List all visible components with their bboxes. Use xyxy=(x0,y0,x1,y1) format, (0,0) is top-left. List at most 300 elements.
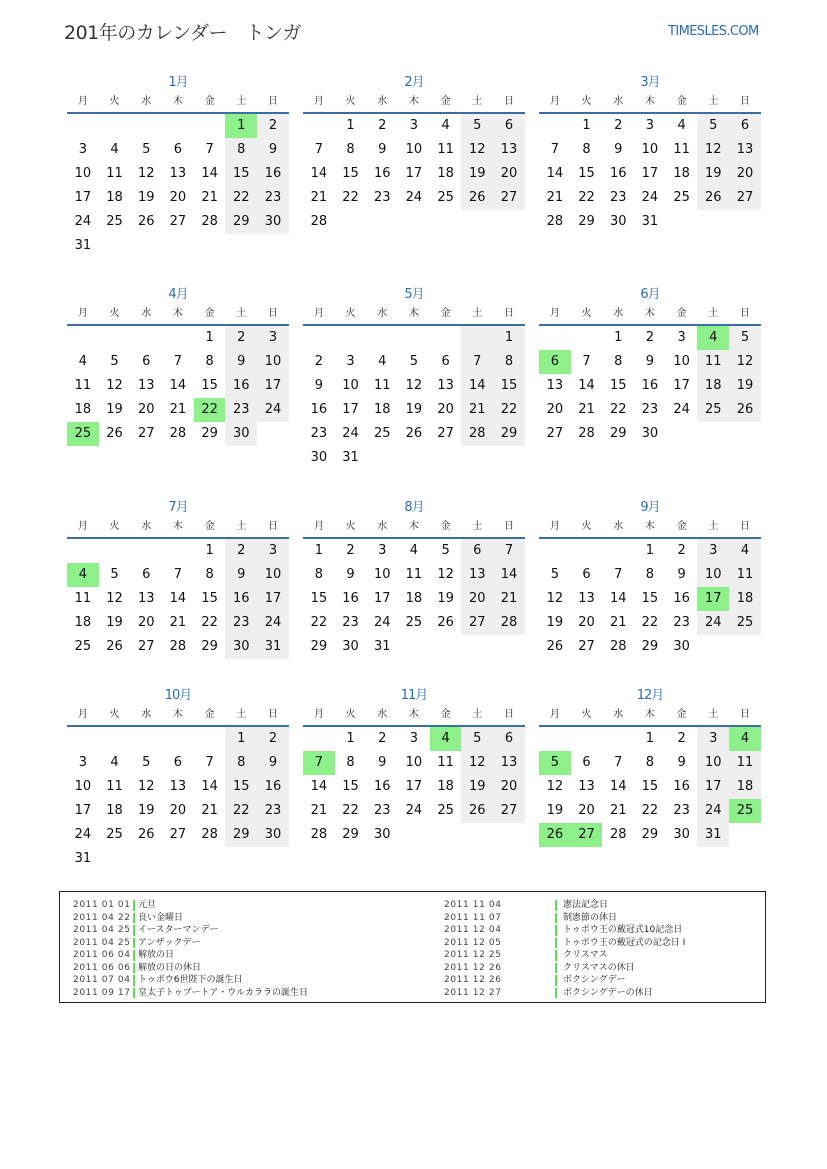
weekday-label: 月 xyxy=(77,709,88,720)
day-cell: 20 xyxy=(137,615,155,630)
weekday-label: 火 xyxy=(109,96,120,107)
holiday-name: 解放の日 xyxy=(138,950,175,960)
day-cell: 12 xyxy=(405,378,423,393)
day-cell: 19 xyxy=(697,162,729,186)
day-cell: 23 xyxy=(609,190,627,205)
day-cell: 31 xyxy=(342,450,359,465)
day-cell: 13 xyxy=(137,378,155,393)
holiday-name: トゥポウ6世陛下の誕生日 xyxy=(138,975,243,985)
day-cell: 4 xyxy=(729,539,761,563)
holiday-marker xyxy=(555,938,557,949)
day-cell: 27 xyxy=(571,823,603,847)
day-cell: 5 xyxy=(142,142,151,157)
day-cell: 7 xyxy=(550,142,559,157)
day-cell: 15 xyxy=(225,162,257,186)
day-cell: 17 xyxy=(641,166,659,181)
day-cell: 18 xyxy=(437,166,454,181)
holiday-date: 2011 04 25 xyxy=(73,925,131,935)
weekday-label: 土 xyxy=(236,521,247,532)
day-cell: 12 xyxy=(106,378,123,393)
day-cell: 4 xyxy=(409,543,419,558)
day-cell: 15 xyxy=(342,166,359,181)
day-cell: 12 xyxy=(546,779,564,794)
day-cell: 11 xyxy=(405,567,423,582)
holiday-marker xyxy=(133,913,135,924)
day-cell: 2 xyxy=(677,731,686,746)
day-cell: 9 xyxy=(314,378,323,393)
day-cell: 28 xyxy=(546,214,564,229)
day-cell: 23 xyxy=(225,398,257,422)
day-cell: 27 xyxy=(137,426,155,441)
weekday-label: 水 xyxy=(613,521,624,532)
day-cell: 13 xyxy=(493,751,525,775)
day-cell: 7 xyxy=(173,354,183,369)
day-cell: 23 xyxy=(310,426,328,441)
holiday-date: 2011 04 22 xyxy=(73,912,131,923)
day-cell: 3 xyxy=(257,539,289,563)
empty-cell xyxy=(162,539,194,563)
day-cell: 23 xyxy=(225,611,257,635)
empty-cell xyxy=(99,539,131,563)
weekday-header xyxy=(67,705,289,727)
weekday-label: 金 xyxy=(204,96,215,107)
day-cell: 5 xyxy=(461,727,493,751)
day-cell: 8 xyxy=(314,567,323,582)
weekday-label: 木 xyxy=(644,709,655,720)
day-cell: 14 xyxy=(609,591,627,606)
weekday-label: 月 xyxy=(313,709,324,720)
brand-logo-text[interactable]: TIMESLES.COM xyxy=(668,24,759,39)
day-cell: 16 xyxy=(310,402,328,417)
day-cell: 18 xyxy=(373,402,391,417)
day-cell: 7 xyxy=(582,354,591,369)
weekday-label: 土 xyxy=(236,308,247,319)
weekday-label: 金 xyxy=(676,709,687,720)
day-cell: 20 xyxy=(493,775,525,799)
holiday-marker xyxy=(133,988,135,999)
day-cell: 2 xyxy=(346,543,355,558)
day-cell: 8 xyxy=(346,142,355,157)
day-cell: 26 xyxy=(137,214,155,229)
day-cell: 29 xyxy=(641,639,659,654)
weekday-header xyxy=(539,517,761,539)
day-cell: 18 xyxy=(106,803,123,818)
holiday-date: 2011 12 25 xyxy=(444,950,502,960)
day-cell: 1 xyxy=(346,731,355,746)
day-cell: 24 xyxy=(697,611,729,635)
weekday-header xyxy=(303,517,525,539)
day-cell: 2 xyxy=(225,539,257,563)
day-cell: 13 xyxy=(137,591,155,606)
day-cell: 17 xyxy=(74,803,92,818)
day-cell: 22 xyxy=(194,398,226,422)
empty-cell xyxy=(303,326,335,350)
holiday-marker xyxy=(133,950,135,961)
day-cell: 11 xyxy=(373,378,391,393)
day-cell: 23 xyxy=(373,190,391,205)
weekday-label: 水 xyxy=(377,709,388,720)
weekday-label: 木 xyxy=(172,96,183,107)
day-cell: 30 xyxy=(225,422,257,446)
day-cell: 31 xyxy=(257,635,289,659)
empty-cell xyxy=(303,727,335,751)
day-cell: 20 xyxy=(729,162,761,186)
weekday-label: 水 xyxy=(141,709,152,720)
day-cell: 28 xyxy=(609,639,627,654)
day-cell: 26 xyxy=(697,186,729,210)
day-cell: 9 xyxy=(346,567,355,582)
day-cell: 7 xyxy=(461,350,493,374)
day-cell: 19 xyxy=(461,775,493,799)
month-title: 9月 xyxy=(640,500,660,515)
day-cell: 8 xyxy=(205,354,214,369)
day-cell: 21 xyxy=(169,402,187,417)
day-cell: 25 xyxy=(437,803,454,818)
weekday-label: 木 xyxy=(408,96,419,107)
weekday-header xyxy=(539,92,761,114)
weekday-label: 木 xyxy=(408,521,419,532)
day-cell: 14 xyxy=(201,166,218,181)
day-cell: 8 xyxy=(614,354,623,369)
day-cell: 23 xyxy=(641,402,659,417)
day-cell: 14 xyxy=(578,378,595,393)
day-cell: 19 xyxy=(106,615,123,630)
weekday-label: 日 xyxy=(267,709,278,720)
day-cell: 20 xyxy=(546,402,564,417)
day-cell: 29 xyxy=(609,426,627,441)
empty-cell xyxy=(194,114,226,138)
day-cell: 20 xyxy=(169,803,187,818)
day-cell: 31 xyxy=(74,238,92,253)
day-cell: 4 xyxy=(677,118,686,133)
month-title: 12月 xyxy=(636,688,664,703)
empty-cell xyxy=(130,727,162,751)
day-cell: 25 xyxy=(67,422,99,446)
day-cell: 30 xyxy=(225,635,257,659)
day-cell: 8 xyxy=(493,350,525,374)
day-cell: 11 xyxy=(437,755,454,770)
weekday-label: 土 xyxy=(472,96,483,107)
day-cell: 4 xyxy=(441,118,450,133)
month-title: 3月 xyxy=(640,75,660,90)
empty-cell xyxy=(571,727,603,751)
legend-row xyxy=(444,974,626,987)
weekday-label: 木 xyxy=(644,96,655,107)
day-cell: 13 xyxy=(578,591,595,606)
weekday-label: 金 xyxy=(440,96,451,107)
day-cell: 2 xyxy=(677,543,686,558)
day-cell: 4 xyxy=(729,727,761,751)
holiday-date: 2011 12 04 xyxy=(444,925,502,935)
weekday-label: 土 xyxy=(708,96,719,107)
day-grid xyxy=(67,727,289,871)
day-cell: 23 xyxy=(257,186,289,210)
holiday-name: 皇太子トゥプートア・ウルカララの誕生日 xyxy=(138,987,308,998)
month-title: 2月 xyxy=(404,75,424,90)
day-cell: 17 xyxy=(257,587,289,611)
month-title: 4月 xyxy=(168,287,188,302)
month-block xyxy=(539,687,761,847)
empty-cell xyxy=(194,727,226,751)
weekday-label: 土 xyxy=(472,521,483,532)
day-cell: 3 xyxy=(378,543,387,558)
weekday-label: 日 xyxy=(739,308,750,319)
day-cell: 6 xyxy=(142,354,151,369)
month-block xyxy=(539,286,761,446)
weekday-label: 火 xyxy=(109,521,120,532)
legend-row xyxy=(444,962,635,975)
day-cell: 18 xyxy=(729,587,761,611)
day-cell: 21 xyxy=(609,803,627,818)
day-cell: 28 xyxy=(310,827,328,842)
day-cell: 11 xyxy=(74,378,92,393)
day-cell: 18 xyxy=(729,775,761,799)
legend-row xyxy=(73,974,243,987)
day-cell: 6 xyxy=(582,567,591,582)
weekday-label: 月 xyxy=(549,96,560,107)
day-cell: 20 xyxy=(461,587,493,611)
empty-cell xyxy=(162,114,194,138)
day-cell: 19 xyxy=(137,803,155,818)
day-cell: 16 xyxy=(257,162,289,186)
holiday-marker xyxy=(133,925,135,936)
day-cell: 28 xyxy=(493,611,525,635)
day-cell: 17 xyxy=(373,591,391,606)
day-cell: 15 xyxy=(493,374,525,398)
day-cell: 28 xyxy=(578,426,595,441)
holiday-marker xyxy=(555,963,557,974)
day-cell: 11 xyxy=(697,350,729,374)
day-cell: 21 xyxy=(310,190,328,205)
day-cell: 2 xyxy=(314,354,323,369)
weekday-label: 水 xyxy=(613,308,624,319)
day-cell: 11 xyxy=(106,166,123,181)
day-cell: 10 xyxy=(373,567,391,582)
day-cell: 23 xyxy=(342,615,359,630)
day-cell: 17 xyxy=(257,374,289,398)
day-cell: 22 xyxy=(641,615,659,630)
weekday-label: 木 xyxy=(172,308,183,319)
weekday-label: 日 xyxy=(267,96,278,107)
weekday-header xyxy=(539,304,761,326)
day-cell: 10 xyxy=(342,378,359,393)
day-cell: 19 xyxy=(729,374,761,398)
day-cell: 9 xyxy=(225,563,257,587)
day-cell: 3 xyxy=(645,118,655,133)
day-cell: 5 xyxy=(697,114,729,138)
day-cell: 9 xyxy=(677,567,686,582)
day-cell: 3 xyxy=(78,755,87,770)
day-cell: 6 xyxy=(493,114,525,138)
holiday-marker xyxy=(555,975,557,986)
day-cell: 6 xyxy=(582,755,591,770)
day-cell: 18 xyxy=(673,166,690,181)
day-grid xyxy=(539,326,761,446)
weekday-label: 土 xyxy=(472,709,483,720)
day-cell: 25 xyxy=(373,426,391,441)
day-cell: 26 xyxy=(405,426,423,441)
day-cell: 6 xyxy=(142,567,151,582)
day-cell: 2 xyxy=(614,118,623,133)
day-cell: 25 xyxy=(697,398,729,422)
day-cell: 29 xyxy=(201,426,218,441)
weekday-label: 金 xyxy=(204,709,215,720)
day-cell: 9 xyxy=(257,751,289,775)
weekday-header xyxy=(303,92,525,114)
day-cell: 19 xyxy=(546,803,564,818)
day-cell: 31 xyxy=(697,823,729,847)
day-cell: 17 xyxy=(673,378,690,393)
day-cell: 16 xyxy=(641,378,659,393)
day-cell: 13 xyxy=(493,138,525,162)
day-cell: 26 xyxy=(539,823,571,847)
day-cell: 20 xyxy=(578,803,595,818)
day-cell: 18 xyxy=(697,374,729,398)
empty-cell xyxy=(130,326,162,350)
holiday-date: 2011 12 27 xyxy=(444,987,502,998)
day-cell: 25 xyxy=(106,214,123,229)
day-cell: 15 xyxy=(201,378,218,393)
weekday-label: 月 xyxy=(313,96,324,107)
month-title: 5月 xyxy=(404,287,424,302)
day-cell: 3 xyxy=(257,326,289,350)
day-grid xyxy=(67,114,289,258)
day-cell: 18 xyxy=(74,615,92,630)
day-cell: 11 xyxy=(729,563,761,587)
weekday-label: 水 xyxy=(377,96,388,107)
empty-cell xyxy=(571,539,603,563)
day-cell: 30 xyxy=(673,639,690,654)
day-cell: 16 xyxy=(609,166,627,181)
weekday-label: 木 xyxy=(408,308,419,319)
weekday-label: 月 xyxy=(77,96,88,107)
empty-cell xyxy=(130,539,162,563)
day-cell: 12 xyxy=(546,591,564,606)
legend-column-left xyxy=(73,899,308,999)
weekday-label: 日 xyxy=(267,308,278,319)
weekday-label: 月 xyxy=(549,521,560,532)
legend-row xyxy=(73,987,308,1000)
day-cell: 2 xyxy=(378,731,387,746)
day-cell: 11 xyxy=(74,591,92,606)
legend-row xyxy=(73,962,202,975)
day-cell: 3 xyxy=(78,142,87,157)
day-cell: 10 xyxy=(673,354,690,369)
holiday-marker xyxy=(555,913,557,924)
day-cell: 27 xyxy=(437,426,454,441)
day-cell: 19 xyxy=(546,615,564,630)
weekday-label: 水 xyxy=(613,96,624,107)
holiday-marker xyxy=(133,975,135,986)
day-cell: 26 xyxy=(106,639,123,654)
day-cell: 27 xyxy=(578,639,595,654)
day-cell: 13 xyxy=(461,563,493,587)
empty-cell xyxy=(602,539,634,563)
day-cell: 3 xyxy=(677,330,686,345)
day-cell: 6 xyxy=(441,354,450,369)
empty-cell xyxy=(430,326,462,350)
weekday-label: 火 xyxy=(581,96,592,107)
day-cell: 5 xyxy=(110,354,119,369)
day-cell: 13 xyxy=(546,378,564,393)
day-cell: 30 xyxy=(342,639,359,654)
day-cell: 7 xyxy=(314,142,323,157)
holiday-name: トゥポウ王の戴冠式の記念日 I xyxy=(563,937,686,948)
day-cell: 9 xyxy=(378,142,387,157)
empty-cell xyxy=(162,326,194,350)
weekday-label: 木 xyxy=(408,709,419,720)
day-cell: 7 xyxy=(205,755,214,770)
day-cell: 27 xyxy=(493,186,525,210)
day-cell: 26 xyxy=(461,799,493,823)
day-cell: 17 xyxy=(342,402,359,417)
day-cell: 6 xyxy=(493,727,525,751)
day-cell: 10 xyxy=(74,779,92,794)
day-cell: 14 xyxy=(201,779,218,794)
day-cell: 24 xyxy=(641,190,659,205)
legend-row xyxy=(444,912,618,925)
day-grid xyxy=(303,727,525,847)
empty-cell xyxy=(461,326,493,350)
day-cell: 8 xyxy=(346,755,355,770)
day-cell: 22 xyxy=(310,615,328,630)
holiday-date: 2011 07 04 xyxy=(73,975,131,985)
day-cell: 25 xyxy=(74,639,92,654)
day-cell: 15 xyxy=(310,591,328,606)
day-cell: 22 xyxy=(225,186,257,210)
day-cell: 16 xyxy=(373,166,391,181)
day-cell: 15 xyxy=(201,591,218,606)
day-cell: 13 xyxy=(578,779,595,794)
weekday-label: 金 xyxy=(440,308,451,319)
day-cell: 26 xyxy=(546,639,564,654)
weekday-label: 火 xyxy=(345,96,356,107)
day-cell: 16 xyxy=(673,779,690,794)
day-cell: 30 xyxy=(373,827,391,842)
day-cell: 21 xyxy=(169,615,187,630)
day-grid xyxy=(539,539,761,659)
day-cell: 24 xyxy=(697,799,729,823)
day-cell: 6 xyxy=(539,350,571,374)
day-cell: 4 xyxy=(110,755,119,770)
month-title: 7月 xyxy=(168,500,188,515)
empty-cell xyxy=(303,114,335,138)
day-cell: 20 xyxy=(169,190,187,205)
day-cell: 16 xyxy=(225,587,257,611)
day-cell: 29 xyxy=(641,827,659,842)
month-block xyxy=(67,687,289,871)
day-cell: 26 xyxy=(106,426,123,441)
day-cell: 21 xyxy=(310,803,328,818)
day-cell: 24 xyxy=(342,426,359,441)
holiday-date: 2011 01 01 xyxy=(73,900,131,910)
empty-cell xyxy=(67,539,99,563)
day-grid xyxy=(539,727,761,847)
day-cell: 3 xyxy=(697,727,729,751)
day-cell: 7 xyxy=(173,567,183,582)
day-cell: 16 xyxy=(257,775,289,799)
day-cell: 24 xyxy=(673,402,690,417)
day-cell: 8 xyxy=(205,567,214,582)
day-cell: 30 xyxy=(609,214,627,229)
day-cell: 12 xyxy=(461,751,493,775)
holiday-name: 憲法記念日 xyxy=(563,900,609,910)
day-grid xyxy=(303,326,525,470)
day-cell: 10 xyxy=(697,563,729,587)
day-cell: 11 xyxy=(729,751,761,775)
weekday-label: 水 xyxy=(141,308,152,319)
day-cell: 16 xyxy=(673,591,690,606)
